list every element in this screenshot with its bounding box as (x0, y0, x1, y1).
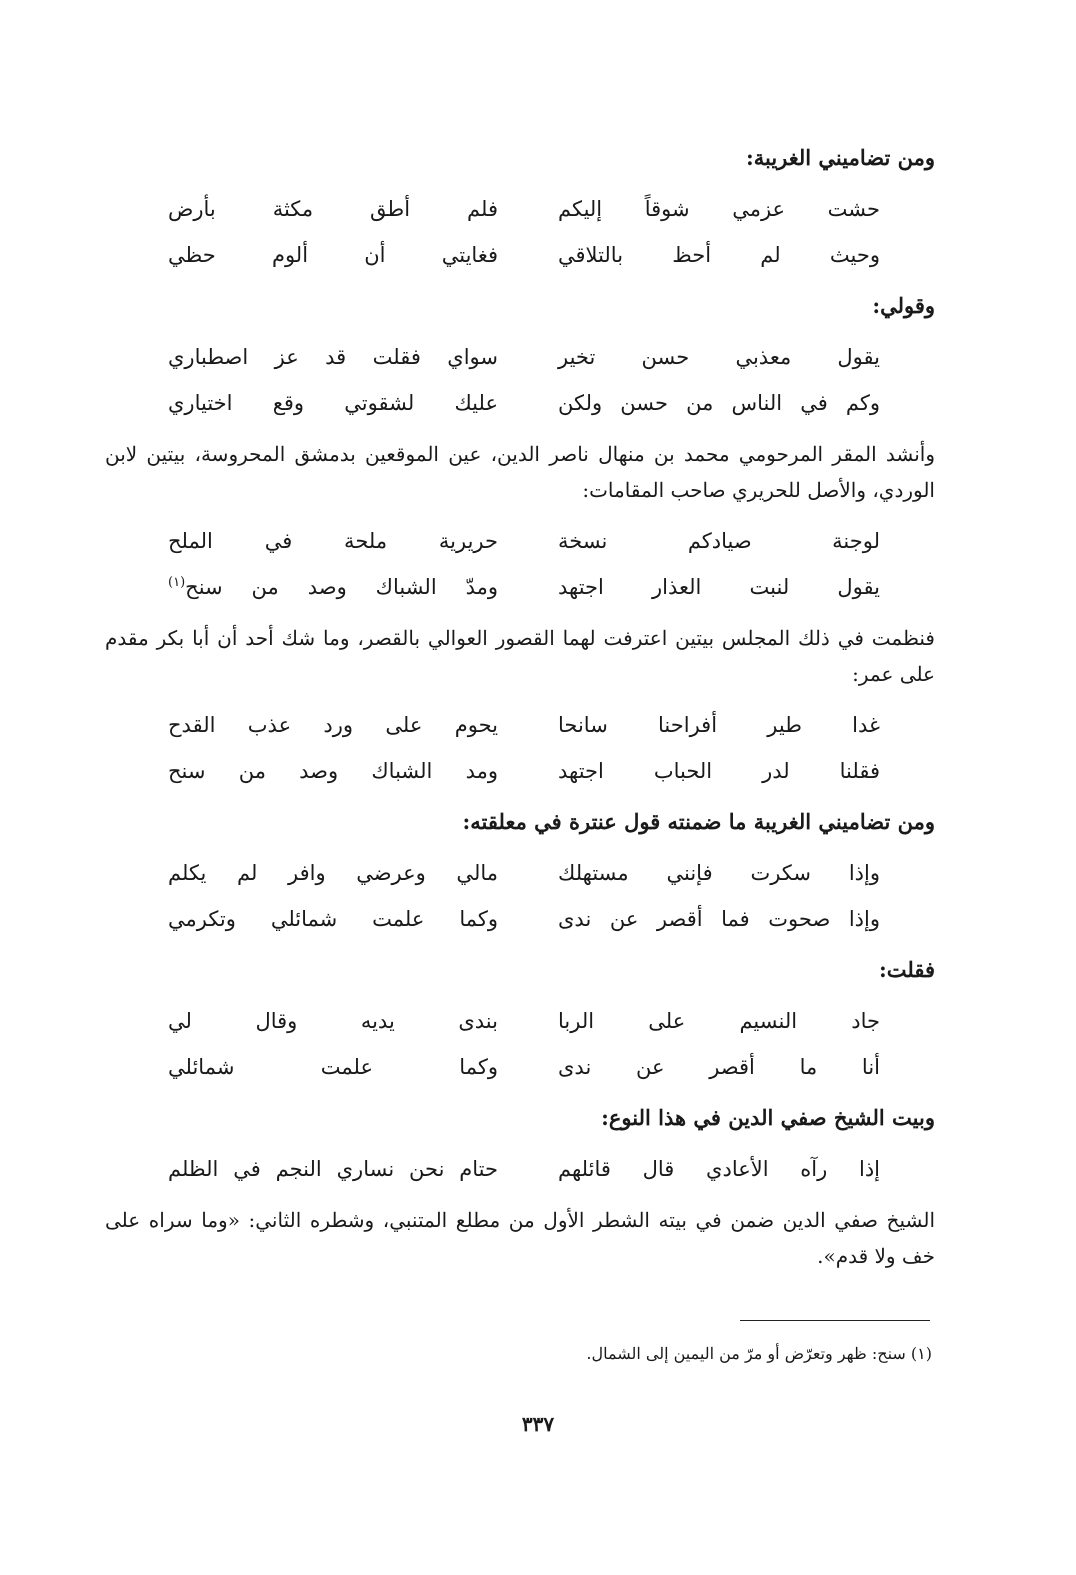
paragraph-2: فنظمت في ذلك المجلس بيتين اعترفت لهما القصور العوالي بالقصر، وما شك أحد أن أبا بكر مقدم على عمر: (105, 626, 935, 686)
first-hemistich: وكم في الناس من حسن ولكن (558, 391, 880, 415)
paragraph-3: الشيخ صفي الدين ضمن في بيته الشطر الأول من مطلع المتنبي، وشطره الثاني: «وما سراه على خف ولا قدم». (105, 1208, 935, 1268)
verse-line (105, 1146, 935, 1192)
second-hemistich-text: ومدّ الشباك وصد من سنح (185, 575, 498, 599)
verse-line (105, 1044, 935, 1090)
verse-line (105, 380, 935, 426)
first-hemistich: وحيث لم أحظ بالتلاقي (558, 243, 880, 267)
first-hemistich: يقول لنبت العذار اجتهد (558, 575, 880, 599)
second-hemistich: مالي وعرضي وافر لم يكلم (168, 861, 498, 885)
second-hemistich: بندى يديه وقال لي (168, 1009, 498, 1033)
first-hemistich: وإذا صحوت فما أقصر عن ندى (558, 907, 880, 931)
first-hemistich: أنا ما أقصر عن ندى (558, 1055, 880, 1079)
verse-line (105, 702, 935, 748)
second-hemistich: وكما علمت شمائلي وتكرمي (168, 907, 498, 931)
intro-line-1: ومن تضاميني الغريبة: (745, 145, 935, 170)
intro-line-5: وبيت الشيخ صفي الدين في هذا النوع: (601, 1105, 935, 1130)
second-hemistich: فغايتي أن ألوم حظي (168, 243, 498, 267)
verse-line (105, 232, 935, 278)
second-hemistich: حريرية ملحة في الملح (168, 529, 498, 553)
second-hemistich: يحوم على ورد عذب القدح (168, 713, 498, 737)
intro-line-2: وقولي: (872, 293, 935, 318)
first-hemistich: إذا رآه الأعادي قال قائلهم (558, 1157, 880, 1181)
verse-line (105, 998, 935, 1044)
second-hemistich: عليك لشقوتي وقع اختياري (168, 391, 498, 415)
first-hemistich: غدا طير أفراحنا سانحا (558, 713, 880, 737)
footnote-separator (740, 1320, 930, 1321)
verse-block-6 (105, 998, 935, 1090)
second-hemistich: حتام نحن نساري النجم في الظلم (168, 1157, 498, 1181)
first-hemistich: وإذا سكرت فإنني مستهلك (558, 861, 880, 885)
second-hemistich (168, 575, 498, 599)
verse-line (105, 748, 935, 794)
verse-block-1 (105, 186, 935, 278)
footnote: (١) سنح: ظهر وتعرّض أو مرّ من اليمين إلى الشمال. (586, 1344, 932, 1363)
footnote-marker: (١) (168, 575, 186, 590)
intro-line-4: فقلت: (879, 957, 935, 982)
verse-line (105, 850, 935, 896)
verse-line (105, 564, 935, 610)
verse-block-5 (105, 850, 935, 942)
first-hemistich: فقلنا لدر الحباب اجتهد (558, 759, 880, 783)
main-text (105, 140, 935, 1284)
first-hemistich: جاد النسيم على الربا (558, 1009, 880, 1033)
verse-line (105, 518, 935, 564)
second-hemistich: ومد الشباك وصد من سنح (168, 759, 498, 783)
verse-block-3 (105, 518, 935, 610)
first-hemistich: لوجنة صيادكم نسخة (558, 529, 880, 553)
verse-line (105, 186, 935, 232)
second-hemistich: وكما علمت شمائلي (168, 1055, 498, 1079)
verse-line (105, 334, 935, 380)
paragraph-1: وأنشد المقر المرحومي محمد بن منهال ناصر الدين، عين الموقعين بدمشق المحروسة، بيتين لابن الوردي، والأصل للحريري صاحب المقامات: (105, 442, 935, 502)
first-hemistich: يقول معذبي حسن تخير (558, 345, 880, 369)
page-number: ٣٣٧ (521, 1412, 555, 1436)
first-hemistich: حشت عزمي شوقاً إليكم (558, 197, 880, 221)
verse-block-2 (105, 334, 935, 426)
verse-line (105, 896, 935, 942)
verse-block-7 (105, 1146, 935, 1192)
second-hemistich: فلم أطق مكثة بأرض (168, 197, 498, 221)
second-hemistich: سواي فقلت قد عز اصطباري (168, 345, 498, 369)
intro-line-3: ومن تضاميني الغريبة ما ضمنته قول عنترة في معلقته: (462, 809, 935, 834)
verse-block-4 (105, 702, 935, 794)
